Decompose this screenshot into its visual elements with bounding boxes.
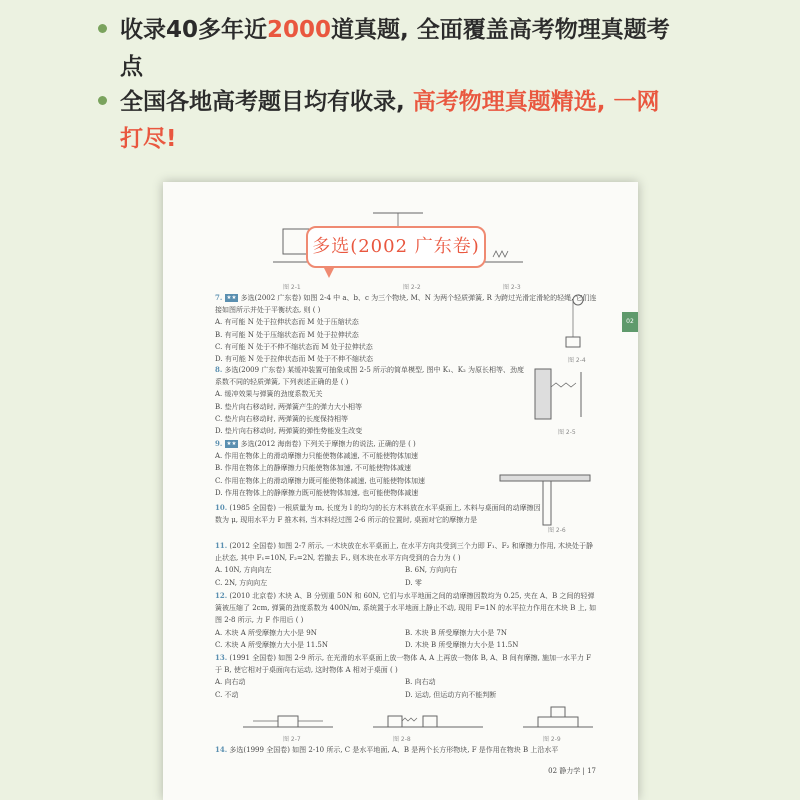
question-11	[215, 540, 597, 589]
option: D. 有可能 N 处于拉伸状态而 M 处于不伸不缩状态	[215, 355, 374, 364]
option: C. 2N, 方向向左	[215, 578, 268, 587]
book-page-preview	[163, 182, 638, 800]
question-9	[215, 438, 545, 499]
figure-caption: 图 2-4	[568, 357, 586, 364]
question-number: 13.	[215, 653, 228, 662]
question-number: 9.	[215, 439, 223, 448]
page-footer: 02 静力学 | 17	[548, 767, 596, 775]
option: B. 有可能 N 处于压缩状态而 M 处于拉伸状态	[215, 330, 359, 339]
option: D. 垫片向右移动时, 两弹簧的弹性势能发生改变	[215, 427, 363, 436]
bullet-2-text: 全国各地高考题目均有收录,	[120, 89, 413, 115]
answer-blank: ( )	[312, 306, 321, 315]
question-7	[215, 292, 597, 365]
question-source: (2012 全国卷)	[229, 542, 276, 550]
callout-pointer	[323, 266, 335, 278]
question-source: 多选(1999 全国卷)	[229, 746, 290, 754]
bullet-dot-icon	[98, 96, 107, 105]
option: A. 有可能 N 处于拉伸状态而 M 处于压缩状态	[215, 318, 359, 327]
option: C. 垫片向右移动时, 两弹簧的长度保持相等	[215, 414, 349, 423]
option: C. 有可能 N 处于不伸不缩状态而 M 处于拉伸状态	[215, 342, 373, 351]
question-10	[215, 502, 545, 526]
difficulty-badge: ★★	[226, 441, 237, 447]
question-text: 如图 2-4 中 a、b、c 为三个物块, M、N 为两个轻质弹簧, R 为跨过光滑定滑轮的轻绳, 它们连接如图所示并处于平衡状态, 则	[215, 294, 597, 315]
question-number: 11.	[215, 541, 228, 550]
question-source: (1985 全国卷)	[229, 504, 276, 512]
bullet-2-highlight: 高考物理真题精选, 一网打尽!	[120, 89, 660, 152]
figure-caption: 图 2-6	[548, 527, 566, 534]
question-14	[215, 744, 597, 756]
option: B. 木块 B 所受摩擦力大小是 7N	[405, 628, 507, 637]
difficulty-badge: ★★	[226, 295, 237, 301]
bullet-1-text-end: 道真题, 全面覆盖高考物理真题考点	[120, 17, 670, 80]
option: B. 作用在物体上的静摩擦力只能使物体加速, 不可能使物体减速	[215, 464, 412, 473]
figure-caption: 图 2-2	[403, 284, 421, 291]
option: C. 不动	[215, 690, 239, 699]
option: D. 零	[405, 578, 422, 587]
answer-blank: ( )	[390, 666, 398, 675]
question-text: 如图 2-10 所示, C 是水平地面, A、B 是两个长方形物块, F 是作用在物块 B 上沿水平	[292, 746, 559, 754]
question-source: (1991 全国卷)	[229, 654, 276, 662]
option: B. 垫片向右移动时, 两弹簧产生的弹力大小相等	[215, 402, 363, 411]
option: A. 10N, 方向向左	[215, 566, 272, 575]
bullet-2	[120, 84, 680, 158]
option: D. 运动, 但运动方向不能判断	[405, 690, 497, 699]
question-text: 如图 2-9 所示, 在光滑的水平桌面上放一物体 A, A 上再放一物体 B, A、B 间有摩擦, 施加一水平力 F 于 B, 使它相对于桌面向右运动, 这时物体 A 相对于桌面	[215, 654, 592, 675]
question-source: 多选(2009 广东卷)	[224, 366, 286, 374]
answer-blank: ( )	[340, 378, 349, 387]
figure-caption: 图 2-7	[283, 736, 301, 743]
question-source: 多选(2012 海南卷)	[240, 440, 302, 448]
chapter-tab: 02	[622, 312, 638, 332]
option: C. 木块 A 所受摩擦力大小是 11.5N	[215, 640, 328, 649]
option: B. 6N, 方向向右	[405, 566, 458, 575]
question-number: 10.	[215, 503, 228, 512]
question-text: 如图 2-7 所示, 一木块放在水平桌面上, 在水平方向共受到三个力即 F₁、F₂ 和摩擦力作用, 木块处于静止状态, 其中 F₁=10N, F₂=2N, 若撤去 F₁, 则木块在水平方向受到的合力为	[215, 542, 594, 563]
question-source: 多选(2002 广东卷)	[240, 294, 302, 302]
bullet-1	[120, 12, 680, 86]
question-number: 12.	[215, 591, 228, 600]
feature-bullets	[0, 0, 800, 170]
figure-caption: 图 2-5	[558, 429, 576, 436]
answer-blank: ( )	[408, 440, 416, 448]
figure-2-4-diagram	[558, 292, 598, 352]
figure-caption: 图 2-3	[503, 284, 521, 291]
question-source: (2010 北京卷)	[229, 592, 276, 600]
question-13	[215, 652, 597, 701]
question-text: 某缓冲装置可抽象成图 2-5 所示的简单模型, 图中 K₁、K₂ 为原长相等、劲度系数不同的轻质弹簧, 下列表述正确的是	[215, 366, 524, 387]
option: B. 向右动	[405, 678, 436, 687]
question-text: 木块 A、B 分别重 50N 和 60N, 它们与水平地面之间的动摩擦因数均为 0.25, 夹在 A、B 之间的轻弹簧被压缩了 2cm, 弹簧的劲度系数为 400N/m, 系统置于水平地面上静止不动, 现用 F=1N 的水平拉力作用在木块 B 上, 如图 2-8 所示, 力 F 作用后	[215, 592, 597, 625]
question-text: 下列关于摩擦力的说法, 正确的是	[303, 440, 406, 448]
option: D. 木块 B 所受摩擦力大小是 11.5N	[405, 640, 519, 649]
option: D. 作用在物体上的静摩擦力既可能使物体加速, 也可能使物体减速	[215, 488, 419, 497]
option: A. 向右动	[215, 678, 246, 687]
option: A. 作用在物体上的滑动摩擦力只能使物体减速, 不可能使物体加速	[215, 452, 418, 461]
bullet-1-text: 收录40多年近	[120, 17, 268, 43]
answer-blank: ( )	[295, 616, 304, 625]
question-8	[215, 364, 525, 437]
question-number: 14.	[215, 745, 228, 754]
figure-2-5-diagram	[533, 367, 598, 422]
option: A. 木块 A 所受摩擦力大小是 9N	[215, 628, 317, 637]
bullet-1-highlight: 2000	[267, 17, 332, 43]
question-12	[215, 590, 597, 651]
question-number: 7.	[215, 293, 223, 302]
figure-row-bottom	[223, 702, 603, 732]
bullet-dot-icon	[98, 24, 107, 33]
question-text: 一根质量为 m, 长度为 l 的均匀的长方木料放在水平桌面上, 木料与桌面间的动摩擦因数为 μ, 现用水平力 F 推木料, 当木料经过图 2-6 所示的位置时, 桌面对它的摩擦力是	[215, 504, 541, 525]
figure-caption: 图 2-8	[393, 736, 411, 743]
option: A. 缓冲效果与弹簧的劲度系数无关	[215, 390, 323, 399]
answer-blank: ( )	[452, 554, 461, 563]
option: C. 作用在物体上的滑动摩擦力既可能使物体减速, 也可能使物体加速	[215, 476, 426, 485]
figure-caption: 图 2-1	[283, 284, 301, 291]
question-number: 8.	[215, 365, 223, 374]
question-type-callout: 多选(2002 广东卷)	[306, 226, 486, 268]
figure-caption: 图 2-9	[543, 736, 561, 743]
